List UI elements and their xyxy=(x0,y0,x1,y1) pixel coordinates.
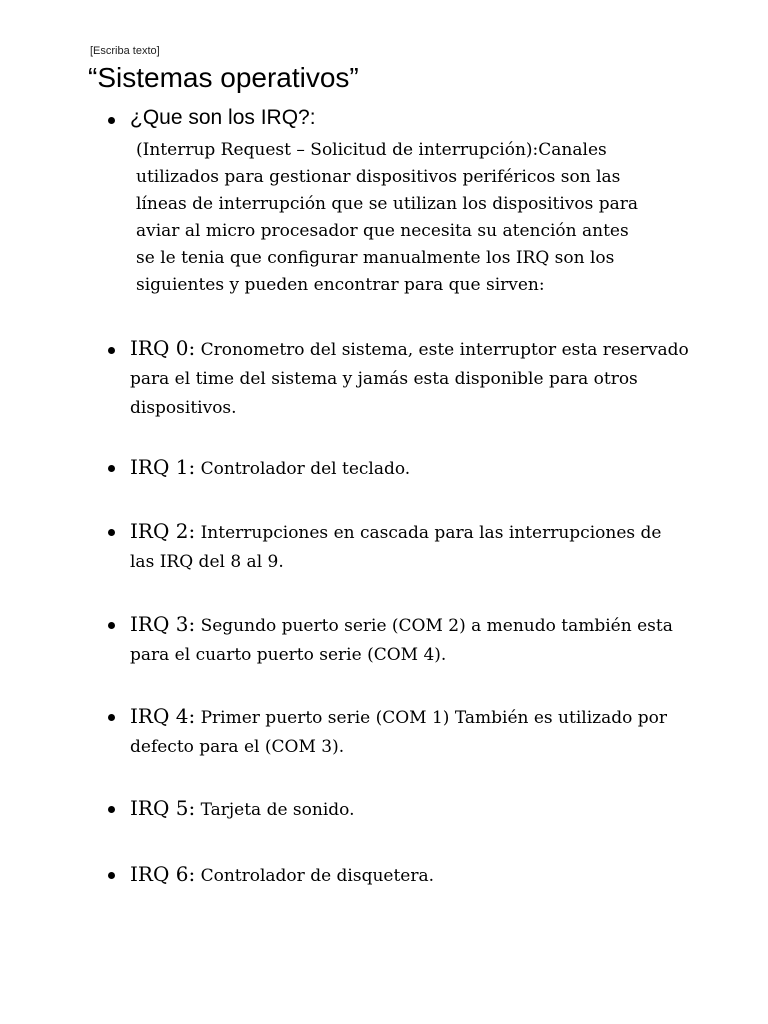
irq-item xyxy=(130,517,690,577)
irq-label: IRQ 0: xyxy=(130,336,196,360)
irq-label: IRQ 1: xyxy=(130,455,196,479)
irq-item xyxy=(130,610,690,670)
irq-label: IRQ 4: xyxy=(130,704,196,728)
irq-description: Controlador de disquetera. xyxy=(200,866,435,886)
irq-item xyxy=(130,860,690,891)
irq-item xyxy=(130,453,690,484)
document-title: “Sistemas operativos” xyxy=(88,62,359,93)
intro-line: aviar al micro procesador que necesita su atención antes xyxy=(136,221,629,241)
bullet-icon xyxy=(108,806,115,813)
irq-description: Interrupciones en cascada para las interrupciones de las IRQ del 8 al 9. xyxy=(130,523,662,572)
irq-description: Segundo puerto serie (COM 2) a menudo también esta para el cuarto puerto serie (COM 4). xyxy=(130,616,673,665)
bullet-icon xyxy=(108,622,115,629)
irq-description: Controlador del teclado. xyxy=(200,459,411,479)
bullet-icon xyxy=(108,714,115,721)
irq-item xyxy=(130,334,690,423)
bullet-icon xyxy=(108,117,115,124)
intro-line: (Interrup Request – Solicitud de interrupción):Canales xyxy=(136,140,607,160)
question-heading: ¿Que son los IRQ?: xyxy=(130,106,316,129)
irq-description: Primer puerto serie (COM 1) También es utilizado por defecto para el (COM 3). xyxy=(130,708,667,757)
irq-item xyxy=(130,702,690,762)
bullet-icon xyxy=(108,465,115,472)
intro-line: utilizados para gestionar dispositivos periféricos son las xyxy=(136,167,621,187)
intro-line: se le tenia que configurar manualmente los IRQ son los xyxy=(136,248,615,268)
header-placeholder: [Escriba texto] xyxy=(90,45,160,57)
irq-label: IRQ 5: xyxy=(130,796,196,820)
bullet-icon xyxy=(108,347,115,354)
intro-paragraph xyxy=(136,137,696,299)
irq-description: Cronometro del sistema, este interruptor esta reservado para el time del sistema y jamás esta disponible para otros dispositivos. xyxy=(130,340,689,418)
irq-label: IRQ 6: xyxy=(130,862,196,886)
bullet-icon xyxy=(108,872,115,879)
irq-label: IRQ 2: xyxy=(130,519,196,543)
intro-line: siguientes y pueden encontrar para que sirven: xyxy=(136,275,545,295)
bullet-icon xyxy=(108,529,115,536)
irq-description: Tarjeta de sonido. xyxy=(200,800,355,820)
irq-label: IRQ 3: xyxy=(130,612,196,636)
irq-item xyxy=(130,794,690,825)
intro-line: líneas de interrupción que se utilizan los dispositivos para xyxy=(136,194,639,214)
